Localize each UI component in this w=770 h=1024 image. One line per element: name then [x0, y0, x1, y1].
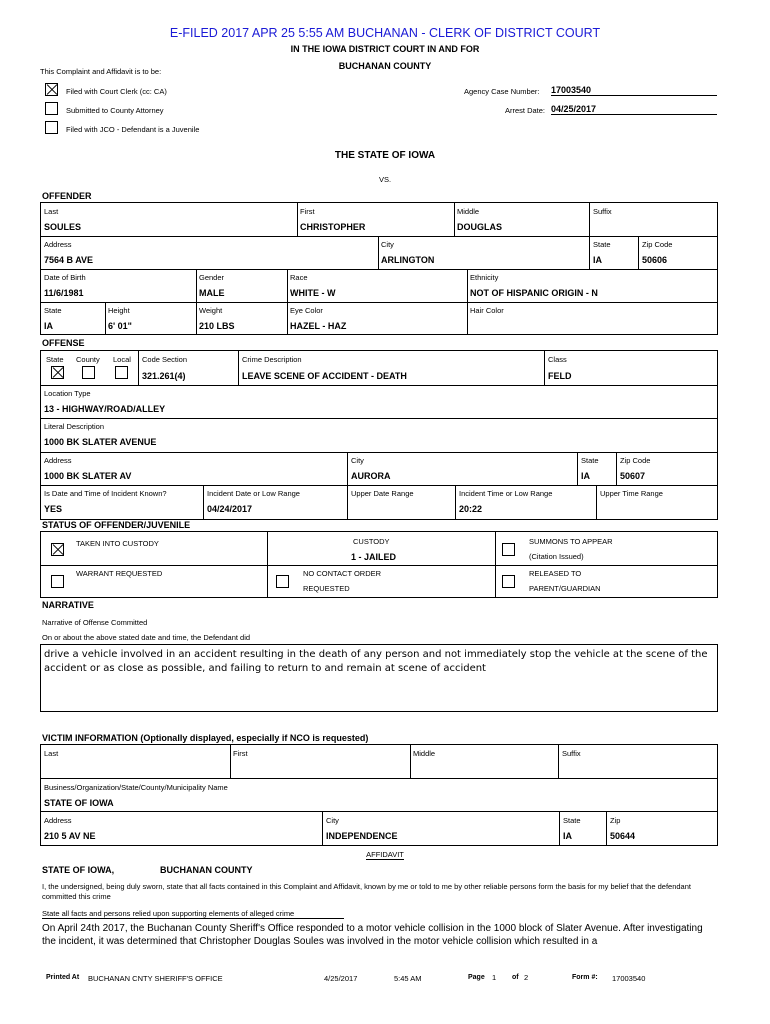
- literal-description: 1000 BK SLATER AVENUE: [44, 437, 157, 447]
- nco-label-2: REQUESTED: [303, 584, 350, 593]
- offense-local-checkbox[interactable]: [115, 366, 128, 379]
- offense-section: [40, 350, 718, 520]
- status-heading: STATUS OF OFFENDER/JUVENILE: [42, 520, 191, 530]
- citation-label: (Citation Issued): [529, 552, 584, 561]
- status-section: [40, 531, 718, 598]
- offense-state-label: State: [46, 355, 64, 364]
- offender-ethnicity: NOT OF HISPANIC ORIGIN - N: [470, 288, 598, 298]
- submitted-county-attorney-checkbox[interactable]: [45, 102, 58, 115]
- printed-at-label: Printed At: [46, 974, 80, 981]
- code-section: 321.261(4): [142, 371, 186, 381]
- date-low-label: Incident Date or Low Range: [207, 489, 300, 498]
- warrant-checkbox[interactable]: [51, 575, 64, 588]
- released-label-1: RELEASED TO: [529, 569, 582, 578]
- victim-address-label: Address: [44, 816, 72, 825]
- custody-value: 1 - JAILED: [351, 552, 397, 562]
- known-label: Is Date and Time of Incident Known?: [44, 489, 167, 498]
- victim-address: 210 5 AV NE: [44, 831, 96, 841]
- victim-business-label: Business/Organization/State/County/Municipality Name: [44, 783, 228, 792]
- offender-eye-label: Eye Color: [290, 306, 323, 315]
- footer-time: 5:45 AM: [394, 974, 422, 983]
- offender-hair-label: Hair Color: [470, 306, 504, 315]
- offender-zip: 50606: [642, 255, 668, 265]
- page-total: 2: [524, 973, 529, 982]
- vs-text: VS.: [378, 175, 392, 184]
- filed-with-clerk-checkbox[interactable]: [45, 83, 58, 96]
- offense-county-checkbox[interactable]: [82, 366, 95, 379]
- affidavit-facts: On April 24th 2017, the Buchanan County Sheriff's Office responded to a motor vehicle collision in the 1000 block of Slater Avenue. After investigating the incident, it was determined that Christopher Douglas Soules was involved in the motor vehicle collision which resulted in a: [42, 923, 703, 947]
- offense-state-checkbox[interactable]: [51, 366, 64, 379]
- known-value: YES: [44, 504, 63, 514]
- offender-zip-label: Zip Code: [642, 240, 673, 249]
- released-label-2: PARENT/GUARDIAN: [529, 584, 601, 593]
- affidavit-county: BUCHANAN COUNTY: [160, 865, 253, 875]
- affidavit-state: STATE OF IOWA,: [42, 865, 115, 875]
- offender-first: CHRISTOPHER: [300, 222, 366, 232]
- offender-race-label: Race: [290, 273, 308, 282]
- efile-stamp: E-FILED 2017 APR 25 5:55 AM BUCHANAN - CLERK OF DISTRICT COURT: [169, 26, 601, 40]
- agency-case-label: Agency Case Number:: [464, 87, 540, 96]
- affidavit-sworn: I, the undersigned, being duly sworn, state that all facts contained in this Complaint and Affidavit, known by me or told to me by other reliable persons form the basis for my belief that the defendant committed this crime: [42, 882, 691, 901]
- crime-description: LEAVE SCENE OF ACCIDENT - DEATH: [242, 371, 407, 381]
- narrative-box: [40, 644, 718, 712]
- offense-address-label: Address: [44, 456, 72, 465]
- literal-description-label: Literal Description: [44, 422, 105, 431]
- offense-state2-label: State: [581, 456, 599, 465]
- form-label: Form #:: [572, 974, 598, 981]
- time-low-label: Incident Time or Low Range: [459, 489, 553, 498]
- offense-local-label: Local: [113, 355, 131, 364]
- printed-at: BUCHANAN CNTY SHERIFF'S OFFICE: [88, 974, 223, 983]
- court-line-2: BUCHANAN COUNTY: [338, 61, 432, 71]
- narrative-heading: NARRATIVE: [42, 600, 94, 610]
- victim-suffix-label: Suffix: [562, 749, 581, 758]
- nco-label-1: NO CONTACT ORDER: [303, 569, 382, 578]
- filed-jco-label: Filed with JCO - Defendant is a Juvenile: [66, 125, 200, 134]
- offender-state-label: State: [593, 240, 611, 249]
- offender-middle-label: Middle: [457, 207, 480, 216]
- offender-race: WHITE - W: [290, 288, 336, 298]
- offender-dl-state: IA: [44, 321, 53, 331]
- offense-class-label: Class: [548, 355, 567, 364]
- taken-into-custody-label: TAKEN INTO CUSTODY: [76, 539, 159, 548]
- offender-last-label: Last: [44, 207, 59, 216]
- offense-county-label: County: [76, 355, 100, 364]
- page-number: 1: [492, 973, 497, 982]
- victim-city: INDEPENDENCE: [326, 831, 398, 841]
- arrest-date: 04/25/2017: [551, 104, 717, 115]
- crime-description-label: Crime Description: [242, 355, 302, 364]
- offender-address-label: Address: [44, 240, 72, 249]
- of-label: of: [512, 974, 519, 981]
- offender-heading: OFFENDER: [42, 191, 92, 201]
- page-label: Page: [468, 974, 485, 981]
- victim-middle-label: Middle: [413, 749, 436, 758]
- offender-suffix-label: Suffix: [593, 207, 612, 216]
- narrative-label: Narrative of Offense Committed: [42, 618, 148, 627]
- offense-zip-label: Zip Code: [620, 456, 651, 465]
- victim-first-label: First: [233, 749, 248, 758]
- victim-zip-label: Zip: [610, 816, 621, 825]
- summons-label: SUMMONS TO APPEAR: [529, 537, 613, 546]
- court-line-1: IN THE IOWA DISTRICT COURT IN AND FOR: [290, 44, 480, 54]
- offender-weight-label: Weight: [199, 306, 223, 315]
- taken-into-custody-checkbox[interactable]: [51, 543, 64, 556]
- offender-middle: DOUGLAS: [457, 222, 502, 232]
- narrative-text: drive a vehicle involved in an accident resulting in the death of any person and not immediately stop the vehicle at the scene of the accident or as close as possible, and failing to return to and remain at scene of accident: [44, 649, 708, 674]
- form-number: 17003540: [612, 974, 646, 983]
- offender-city: ARLINGTON: [381, 255, 435, 265]
- offense-class: FELD: [548, 371, 572, 381]
- time-up-label: Upper Time Range: [600, 489, 663, 498]
- narrative-intro: On or about the above stated date and time, the Defendant did: [42, 633, 251, 642]
- code-section-label: Code Section: [142, 355, 188, 364]
- victim-section: [40, 744, 718, 846]
- affidavit-facts-label: State all facts and persons relied upon supporting elements of alleged crime: [42, 909, 344, 919]
- agency-case-number: 17003540: [551, 85, 717, 96]
- offender-ethnicity-label: Ethnicity: [470, 273, 499, 282]
- complaint-intro: This Complaint and Affidavit is to be:: [40, 67, 162, 76]
- offense-city: AURORA: [351, 471, 391, 481]
- affidavit-heading: AFFIDAVIT: [366, 850, 404, 859]
- warrant-label: WARRANT REQUESTED: [76, 569, 163, 578]
- offender-dob-label: Date of Birth: [44, 273, 86, 282]
- summons-checkbox[interactable]: [502, 543, 515, 556]
- date-up-label: Upper Date Range: [351, 489, 414, 498]
- offender-height-label: Height: [108, 306, 130, 315]
- offense-state2: IA: [581, 471, 590, 481]
- offender-state: IA: [593, 255, 602, 265]
- victim-state: IA: [563, 831, 572, 841]
- time-low: 20:22: [459, 504, 483, 514]
- offender-weight: 210 LBS: [199, 321, 235, 331]
- offender-last: SOULES: [44, 222, 82, 232]
- offender-section: [40, 202, 718, 335]
- state-title: THE STATE OF IOWA: [334, 150, 436, 161]
- offender-dob: 11/6/1981: [44, 288, 84, 298]
- filed-jco-checkbox[interactable]: [45, 121, 58, 134]
- offender-eye: HAZEL - HAZ: [290, 321, 347, 331]
- offender-gender: MALE: [199, 288, 225, 298]
- filed-with-clerk-label: Filed with Court Clerk (cc: CA): [66, 87, 167, 96]
- offender-height: 6' 01": [108, 321, 132, 331]
- victim-state-label: State: [563, 816, 581, 825]
- no-contact-order-checkbox[interactable]: [276, 575, 289, 588]
- custody-label: CUSTODY: [353, 537, 390, 546]
- offense-address: 1000 BK SLATER AV: [44, 471, 132, 481]
- victim-heading: VICTIM INFORMATION (Optionally displayed, especially if NCO is requested): [42, 733, 369, 743]
- offender-dl-state-label: State: [44, 306, 62, 315]
- victim-city-label: City: [326, 816, 339, 825]
- location-type-label: Location Type: [44, 389, 91, 398]
- offender-city-label: City: [381, 240, 394, 249]
- offense-heading: OFFENSE: [42, 338, 85, 348]
- submitted-county-attorney-label: Submitted to County Attorney: [66, 106, 164, 115]
- released-checkbox[interactable]: [502, 575, 515, 588]
- offense-zip: 50607: [620, 471, 646, 481]
- offense-city-label: City: [351, 456, 364, 465]
- date-low: 04/24/2017: [207, 504, 253, 514]
- victim-last-label: Last: [44, 749, 59, 758]
- offender-gender-label: Gender: [199, 273, 225, 282]
- location-type: 13 - HIGHWAY/ROAD/ALLEY: [44, 404, 166, 414]
- offender-first-label: First: [300, 207, 315, 216]
- victim-zip: 50644: [610, 831, 636, 841]
- offender-address: 7564 B AVE: [44, 255, 94, 265]
- footer-date: 4/25/2017: [324, 974, 358, 983]
- arrest-date-label: Arrest Date:: [505, 106, 546, 115]
- victim-business: STATE OF IOWA: [44, 798, 114, 808]
